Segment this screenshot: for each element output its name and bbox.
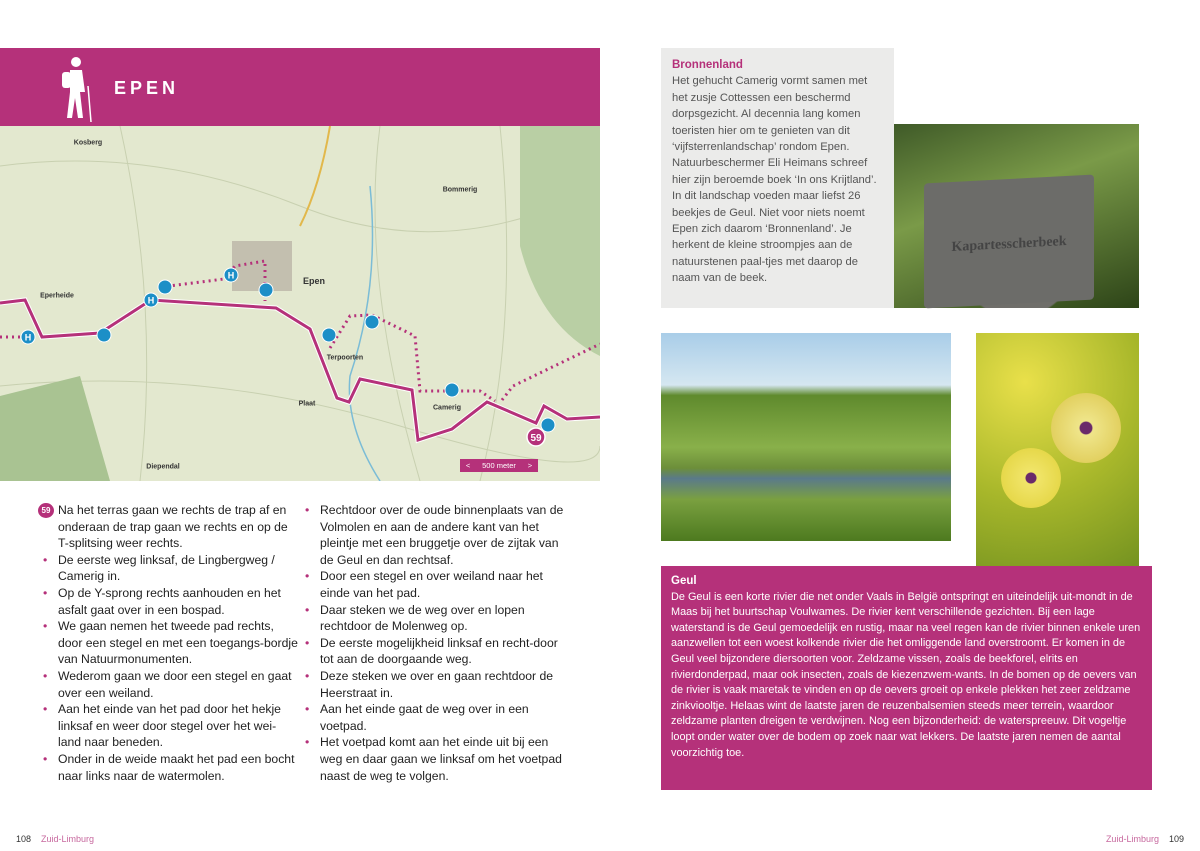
- zinc-violet-photo: [976, 333, 1139, 578]
- scale-bar: [460, 459, 538, 472]
- direction-step: • Het voetpad komt aan het einde uit bij een weg en daar gaan we linksaf om het voetpad naast de weg te volgen.: [302, 734, 564, 784]
- geul-text: De Geul is een korte rivier die net onder Vaals in België ontspringt en uiteindelijk uit-mondt in de Maas bij het buurtschap Voulwames. De rivier kent verschillende gezichten. Bij een lage waterstand is de Geul gemoedelijk en rustig, maar na veel regen kan de rivier binnen enkele uren aanzwellen tot een woest kolkende rivier die het omliggende land overstroomt. Er komen in de Geul veel bijzondere diersoorten voor. Zeldzame vissen, zoals de beekforel, elrits en rivierdonderpad, maar ook insecten, zoals de kiezenzwem-wants. In de bomen op de oevers van de rivier is vaak maretak te vinden en op de oevers groeit op enkele plekken het zeer zeldzame zinkviooltje. Helaas wint de laatste jaren de reuzenbalsemien steeds meer terrein, waardoor zeldzame planten dreigen te verdwijnen. Nog een bijzonderheid: de waterspreeuw. Dit vogeltje loopt onder water over de bodem op zoek naar wat lekkers. De laatste jaren nemen de aantal voorzichtig toe.: [671, 590, 1141, 759]
- bronnenland-text: Het gehucht Camerig vormt samen met het zusje Cottessen een beschermd dorpsgezicht. Al decennia lang komen toeristen hier om te genieten van dit ‘vijfsterrenlandschap’ rondom Epen. Natuurbeschermer Eli Heimans schreef hier zijn beroemde boek ‘In ons Krijtland’. In dit landschap voeden maar liefst 26 beekjes de Geul. Niet voor niets noemt Epen zich daarom ‘Bronnenland’. Je herkent de kleine stroompjes aan de natuurstenen paal-tjes met daarop de naam van de beek.: [672, 75, 877, 285]
- map-label: Camerig: [432, 404, 462, 412]
- chapter-title: EPEN: [114, 78, 180, 98]
- page-number: 108: [16, 834, 32, 844]
- direction-step: • Aan het einde gaat de weg over in een voetpad.: [302, 701, 564, 734]
- map-label: Terpoorten: [326, 354, 364, 362]
- map-label: Plaat: [298, 400, 316, 408]
- direction-step: • De eerste weg linksaf, de Lingbergweg / Camerig in.: [40, 552, 298, 585]
- step-badge: 59: [38, 503, 54, 518]
- svg-text:H: H: [227, 270, 235, 281]
- direction-step: • Wederom gaan we door een stegel en gaat over een weiland.: [40, 668, 298, 701]
- bronnenland-title: Bronnenland: [672, 59, 743, 71]
- direction-step: • We gaan nemen het tweede pad rechts, door een stegel en met een toegangs-bordje van Natuurmonumenten.: [40, 618, 298, 668]
- geul-title: Geul: [671, 575, 697, 587]
- page-number: 109: [1168, 834, 1184, 844]
- scale-prev: <: [465, 461, 471, 470]
- stone-inscription: Kapartesscherbeek: [924, 175, 1094, 309]
- footer-right: [1096, 834, 1184, 844]
- geul-river-photo: [661, 333, 951, 541]
- hiker-icon: [58, 56, 98, 126]
- section-name: Zuid-Limburg: [41, 834, 95, 844]
- route-map: [0, 126, 600, 481]
- step-intro: Na het terras gaan we rechts de trap af en onderaan de trap gaan we rechts en op de T-splitsing weer rechts.: [58, 503, 288, 551]
- map-label: Diependal: [146, 463, 180, 471]
- footer-left: [16, 834, 104, 844]
- scale-label: 500 meter: [482, 461, 516, 470]
- scale-next: >: [527, 461, 533, 470]
- map-label: Kosberg: [73, 139, 103, 147]
- direction-step: • Door een stegel en over weiland naar het einde van het pad.: [302, 568, 564, 601]
- directions-column-2: [302, 502, 564, 784]
- direction-step: • Daar steken we de weg over en lopen rechtdoor de Molenweg op.: [302, 602, 564, 635]
- parking-icons: [21, 268, 238, 344]
- svg-text:H: H: [147, 295, 155, 306]
- direction-step: • Deze steken we over en gaan rechtdoor de Heerstraat in.: [302, 668, 564, 701]
- chapter-banner: [0, 48, 600, 126]
- geul-box: [661, 566, 1152, 790]
- direction-step: • Aan het einde van het pad door het hekje linksaf en weer door stegel over het wei-land naar beneden.: [40, 701, 298, 751]
- direction-step: • Rechtdoor over de oude binnenplaats van de Volmolen en aan de andere kant van het pleintje met een bruggetje over de zijtak van de Geul en dan rechtsaf.: [302, 502, 564, 568]
- bronnenland-box: [661, 48, 894, 308]
- waypoint-number: 59: [530, 433, 542, 444]
- map-label: Eperheide: [40, 292, 74, 300]
- direction-step: • Onder in de weide maakt het pad een bocht naar links naar de watermolen.: [40, 751, 298, 784]
- svg-text:H: H: [24, 332, 32, 343]
- section-name: Zuid-Limburg: [1105, 834, 1159, 844]
- direction-step: • Op de Y-sprong rechts aanhouden en het asfalt gaat over in een bospad.: [40, 585, 298, 618]
- map-graphic: [0, 126, 600, 481]
- alt-route: [0, 261, 600, 401]
- map-label: Bommerig: [442, 186, 478, 194]
- direction-step: • De eerste mogelijkheid linksaf en recht-door tot aan de doorgaande weg.: [302, 635, 564, 668]
- map-label: Epen: [302, 276, 326, 286]
- directions-column-1: [40, 502, 298, 784]
- stone-marker-photo: [894, 124, 1139, 308]
